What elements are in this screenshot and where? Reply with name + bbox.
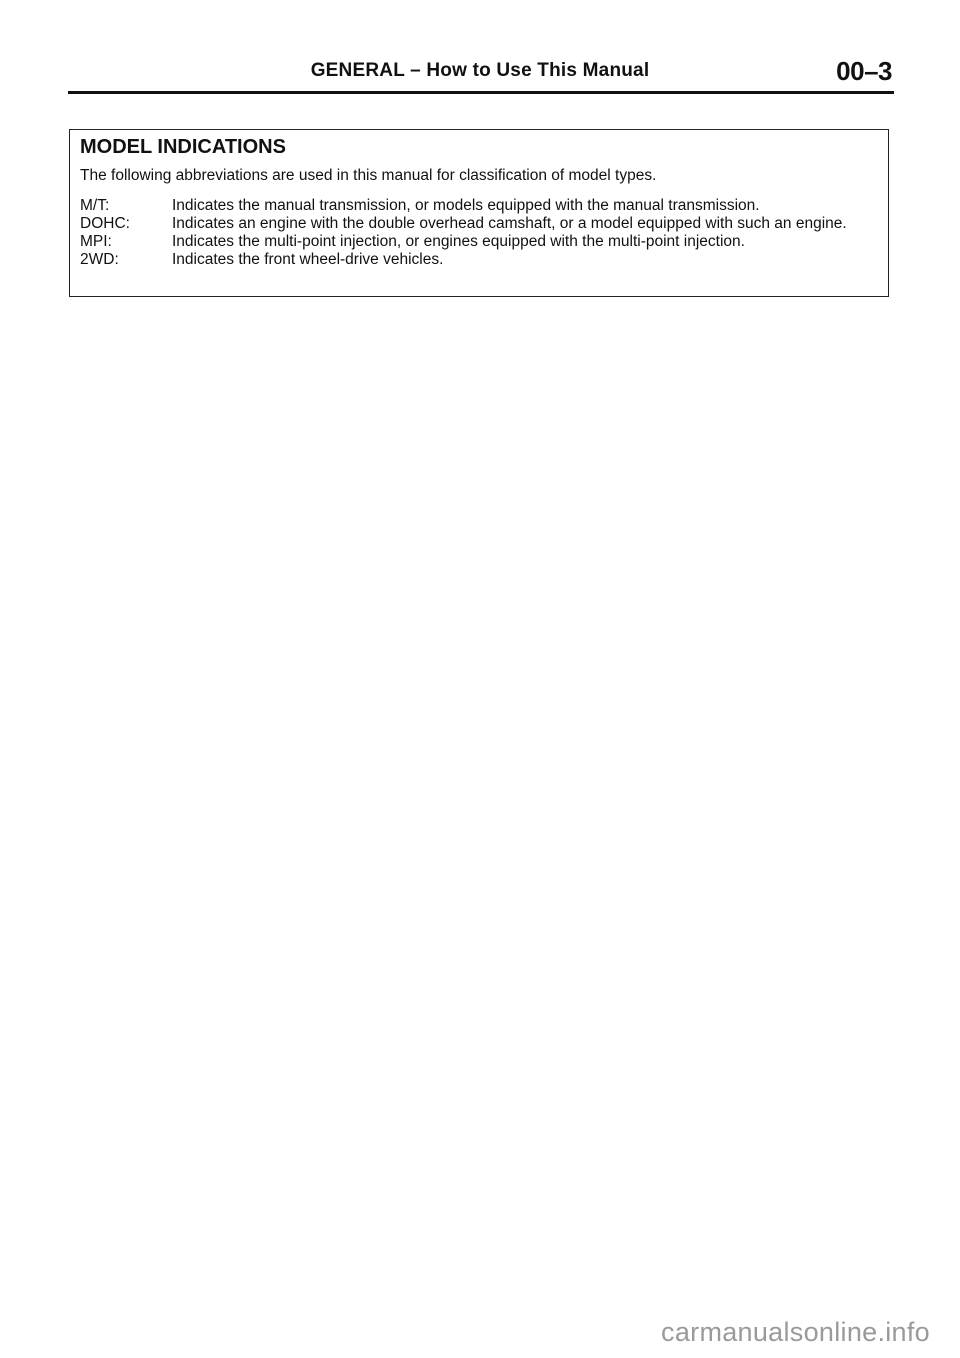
abbreviation-row-dohc (80, 215, 878, 233)
abbreviation-description: Indicates the manual transmission, or models equipped with the manual transmission. (172, 197, 760, 214)
abbreviation-term: DOHC: (80, 215, 130, 232)
abbreviation-row-mpi (80, 233, 878, 251)
section-title: MODEL INDICATIONS (80, 136, 286, 158)
abbreviation-description: Indicates the multi-point injection, or engines equipped with the multi-point injection. (172, 233, 745, 250)
abbreviation-term: M/T: (80, 197, 110, 214)
page-number: 00–3 (836, 56, 892, 86)
footer-watermark: carmanualsonline.info (661, 1317, 930, 1347)
abbreviation-term: 2WD: (80, 251, 119, 268)
model-indications-box (69, 129, 889, 297)
abbreviation-description: Indicates an engine with the double overhead camshaft, or a model equipped with such an engine. (172, 215, 847, 232)
section-intro: The following abbreviations are used in this manual for classification of model types. (80, 167, 657, 184)
page-header (68, 56, 892, 92)
header-title: GENERAL – How to Use This Manual (310, 60, 650, 81)
abbreviation-term: MPI: (80, 233, 112, 250)
abbreviation-description: Indicates the front wheel-drive vehicles. (172, 251, 444, 268)
abbreviation-row-mt (80, 197, 878, 215)
abbreviation-row-2wd (80, 251, 878, 269)
header-rule (68, 91, 894, 94)
